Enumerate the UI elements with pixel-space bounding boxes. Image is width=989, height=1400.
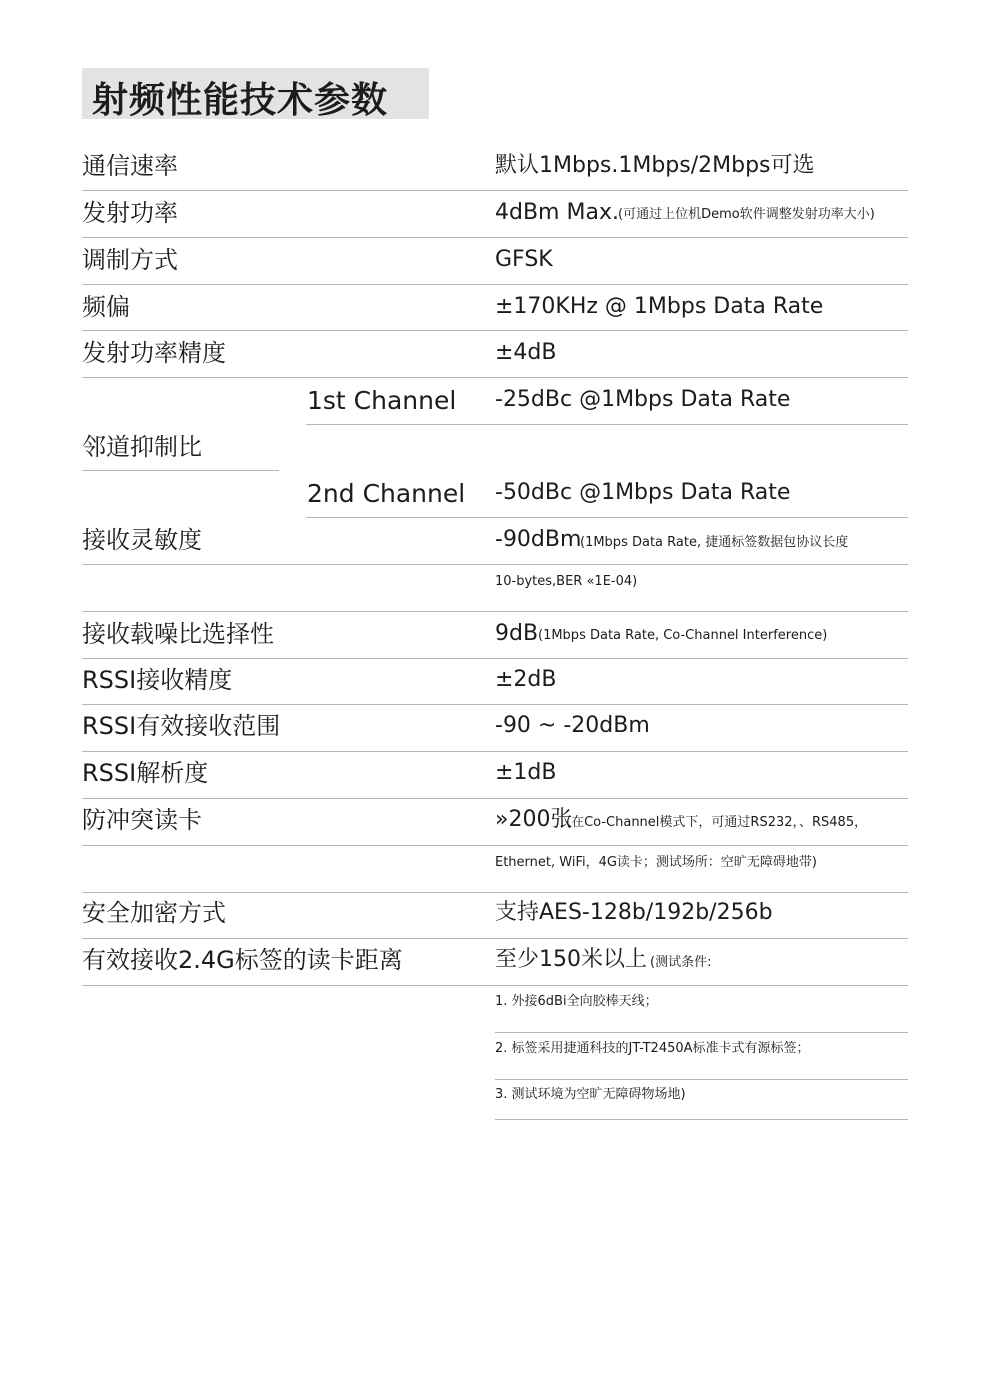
acr-channel2-label: 2nd Channel (307, 479, 466, 508)
note-sensitivity-1: (1Mbps Data Rate, 捷通标签数据包协议长度 (580, 535, 849, 550)
label-acr: 邻道抑制比 (82, 433, 202, 461)
value-rssi-accuracy: ±2dB (495, 667, 557, 692)
acr-channel2-value: -50dBc @1Mbps Data Rate (495, 480, 791, 505)
condition-2: 2. 标签采用捷通科技的JT-T2450A标准卡式有源标签； (495, 1041, 810, 1056)
label-power-accuracy: 发射功率精度 (82, 339, 226, 367)
note-anticollision-2: Ethernet, WiFi，4G读卡；测试场所：空旷无障碍地带) (495, 855, 818, 870)
value-rate: 默认1Mbps.1Mbps/2Mbps可选 (495, 153, 815, 178)
value-rssi-range: -90 ~ -20dBm (495, 713, 650, 738)
value-deviation: ±170KHz @ 1Mbps Data Rate (495, 294, 824, 319)
divider (82, 985, 908, 986)
value-sensitivity: -90dBm (495, 527, 582, 552)
label-snr: 接收载噪比选择性 (82, 620, 274, 648)
note-sensitivity-2: 10-bytes,BER «1E-04) (495, 574, 638, 589)
divider (82, 658, 908, 659)
label-read-distance: 有效接收2.4G标签的读卡距离 (82, 946, 403, 974)
divider (82, 190, 908, 191)
label-rssi-accuracy: RSSI接收精度 (82, 666, 233, 694)
value-power-accuracy: ±4dB (495, 340, 557, 365)
label-modulation: 调制方式 (82, 246, 178, 274)
divider (82, 845, 908, 846)
note-read-distance: (测试条件: (650, 955, 712, 970)
acr-channel1-label: 1st Channel (307, 386, 457, 415)
divider (82, 330, 908, 331)
divider (495, 1032, 908, 1033)
divider (82, 798, 908, 799)
label-rate: 通信速率 (82, 152, 178, 180)
divider (82, 938, 908, 939)
value-snr: 9dB (495, 621, 539, 646)
divider (82, 892, 908, 893)
divider (306, 424, 908, 425)
divider (82, 751, 908, 752)
label-rssi-range: RSSI有效接收范围 (82, 712, 281, 740)
divider (82, 564, 908, 565)
label-rssi-resolution: RSSI解析度 (82, 759, 209, 787)
value-encryption: 支持AES-128b/192b/256b (495, 900, 773, 925)
value-rssi-resolution: ±1dB (495, 760, 557, 785)
divider (495, 1079, 908, 1080)
label-encryption: 安全加密方式 (82, 899, 226, 927)
divider (495, 1119, 908, 1120)
divider (306, 517, 908, 518)
label-sensitivity: 接收灵敏度 (82, 526, 202, 554)
label-deviation: 频偏 (82, 293, 130, 321)
condition-3: 3. 测试环境为空旷无障碍物场地) (495, 1087, 686, 1102)
note-anticollision-1: (在Co-Channel模式下，可通过RS232，、RS485， (566, 815, 868, 830)
page-title: 射频性能技术参数 (92, 80, 389, 121)
condition-1: 1. 外接6dBi全向胶棒天线； (495, 994, 658, 1009)
divider (82, 237, 908, 238)
value-power: 4dBm Max. (495, 200, 619, 225)
divider (82, 704, 908, 705)
divider (82, 284, 908, 285)
value-read-distance: 至少150米以上 (495, 947, 647, 972)
divider (82, 470, 279, 471)
divider (82, 611, 908, 612)
note-power: (可通过上位机Demo软件调整发射功率大小) (618, 207, 875, 222)
value-anticollision: »200张 (495, 807, 573, 832)
title-box (82, 68, 429, 119)
label-power: 发射功率 (82, 199, 178, 227)
divider (82, 377, 908, 378)
label-anticollision: 防冲突读卡 (82, 806, 202, 834)
value-modulation: GFSK (495, 247, 553, 272)
acr-channel1-value: -25dBc @1Mbps Data Rate (495, 387, 791, 412)
note-snr: (1Mbps Data Rate, Co-Channel Interference) (538, 628, 828, 643)
